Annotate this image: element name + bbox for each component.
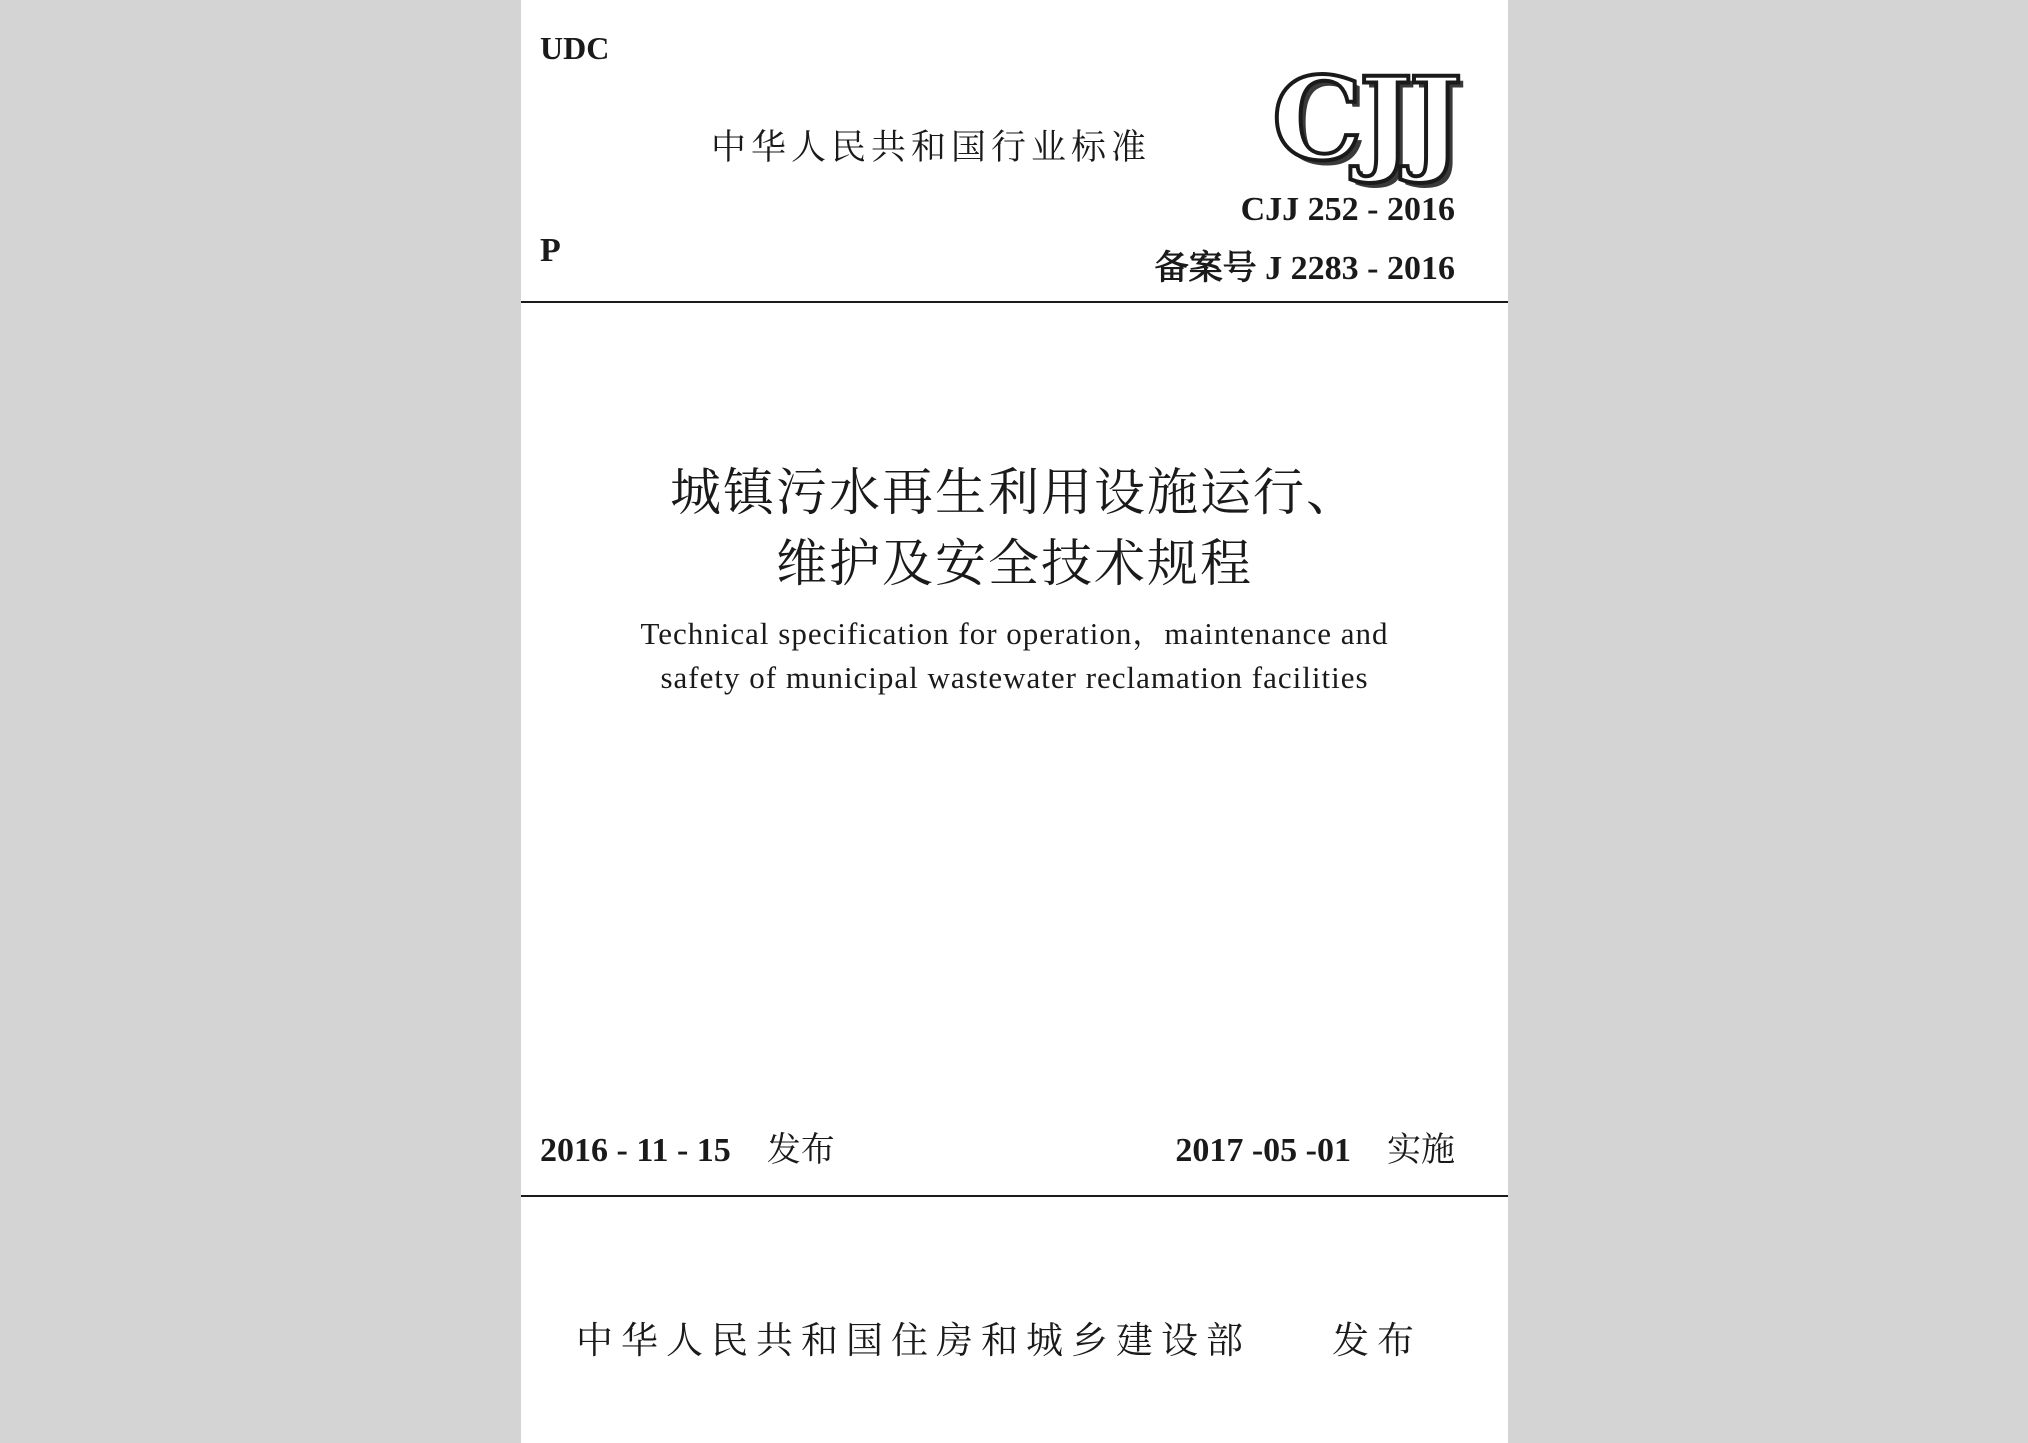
footer-divider (521, 1195, 1508, 1197)
issue-date: 2016 - 11 - 15 (540, 1132, 731, 1169)
classification-mark: P (540, 232, 561, 269)
issue-date-row (540, 1122, 835, 1171)
effective-date-row (1175, 1122, 1455, 1171)
udc-label: UDC (540, 30, 610, 66)
standard-number: CJJ 252 - 2016 (1240, 191, 1455, 228)
filing-number: 备案号 J 2283 - 2016 (1154, 250, 1455, 287)
standard-cover-page (521, 0, 1508, 1443)
title-en-line2: safety of municipal wastewater reclamation facilities (660, 660, 1369, 695)
effective-date: 2017 -05 -01 (1175, 1132, 1351, 1169)
effective-label: 实施 (1387, 1130, 1455, 1170)
title-cn-line1: 城镇污水再生利用设施运行、 (669, 464, 1359, 523)
cjj-logo: CJJ (1272, 52, 1459, 186)
issue-label: 发布 (766, 1130, 835, 1170)
publish-verb: 发布 (1332, 1319, 1422, 1362)
header-divider (521, 301, 1508, 303)
publisher-name: 中华人民共和国住房和城乡建设部 (576, 1319, 1251, 1362)
title-cn-line2: 维护及安全技术规程 (775, 535, 1253, 594)
title-en-line1: Technical specification for operation，maintenance and (640, 616, 1389, 651)
industry-standard-heading: 中华人民共和国行业标准 (711, 128, 1152, 168)
